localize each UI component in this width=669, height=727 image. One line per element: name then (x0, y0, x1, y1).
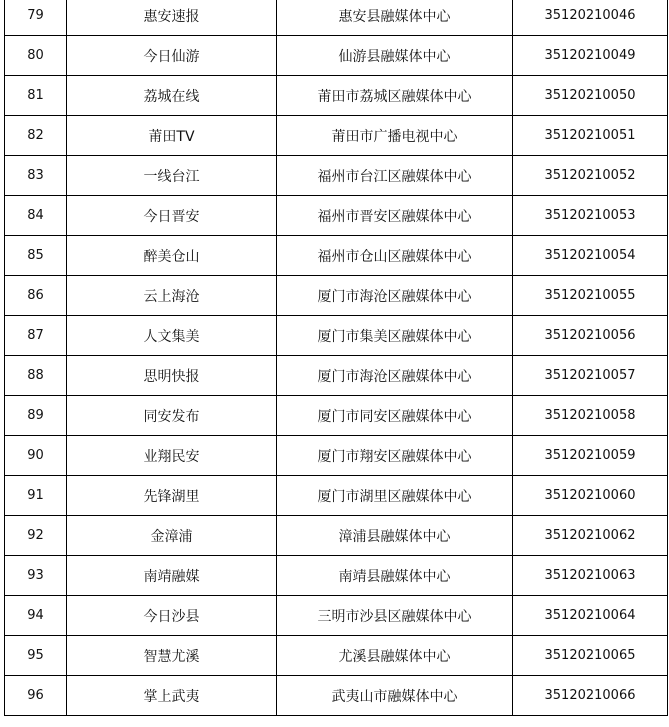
row-index-cell: 91 (5, 476, 67, 516)
organization-cell: 漳浦县融媒体中心 (277, 516, 513, 556)
table-row (5, 236, 668, 276)
organization-cell: 福州市仓山区融媒体中心 (277, 236, 513, 276)
registration-code-cell: 35120210046 (513, 0, 668, 36)
registration-code-cell: 35120210065 (513, 636, 668, 676)
organization-cell: 福州市晋安区融媒体中心 (277, 196, 513, 236)
table-row (5, 276, 668, 316)
registration-code-cell: 35120210057 (513, 356, 668, 396)
organization-cell: 厦门市翔安区融媒体中心 (277, 436, 513, 476)
table-row (5, 396, 668, 436)
table-row (5, 476, 668, 516)
organization-cell: 莆田市荔城区融媒体中心 (277, 76, 513, 116)
registration-code-cell: 35120210049 (513, 36, 668, 76)
registration-code-cell: 35120210050 (513, 76, 668, 116)
row-index-cell: 87 (5, 316, 67, 356)
registration-code-cell: 35120210063 (513, 556, 668, 596)
media-name-cell: 云上海沧 (67, 276, 277, 316)
table-row (5, 196, 668, 236)
table-row (5, 636, 668, 676)
row-index-cell: 94 (5, 596, 67, 636)
table-row (5, 356, 668, 396)
registration-code-cell: 35120210056 (513, 316, 668, 356)
table-row (5, 156, 668, 196)
media-name-cell: 惠安速报 (67, 0, 277, 36)
table-row (5, 676, 668, 716)
row-index-cell: 79 (5, 0, 67, 36)
registration-code-cell: 35120210058 (513, 396, 668, 436)
media-name-cell: 智慧尤溪 (67, 636, 277, 676)
media-name-cell: 金漳浦 (67, 516, 277, 556)
row-index-cell: 86 (5, 276, 67, 316)
registration-code-cell: 35120210051 (513, 116, 668, 156)
row-index-cell: 93 (5, 556, 67, 596)
registration-code-cell: 35120210064 (513, 596, 668, 636)
media-name-cell: 莆田TV (67, 116, 277, 156)
organization-cell: 仙游县融媒体中心 (277, 36, 513, 76)
media-name-cell: 人文集美 (67, 316, 277, 356)
row-index-cell: 80 (5, 36, 67, 76)
organization-cell: 厦门市同安区融媒体中心 (277, 396, 513, 436)
table-row (5, 596, 668, 636)
row-index-cell: 92 (5, 516, 67, 556)
row-index-cell: 83 (5, 156, 67, 196)
organization-cell: 尤溪县融媒体中心 (277, 636, 513, 676)
media-name-cell: 荔城在线 (67, 76, 277, 116)
media-name-cell: 同安发布 (67, 396, 277, 436)
organization-cell: 三明市沙县区融媒体中心 (277, 596, 513, 636)
media-name-cell: 掌上武夷 (67, 676, 277, 716)
media-name-cell: 思明快报 (67, 356, 277, 396)
media-name-cell: 南靖融媒 (67, 556, 277, 596)
table-row (5, 436, 668, 476)
row-index-cell: 96 (5, 676, 67, 716)
media-name-cell: 今日沙县 (67, 596, 277, 636)
table-row (5, 556, 668, 596)
organization-cell: 武夷山市融媒体中心 (277, 676, 513, 716)
row-index-cell: 82 (5, 116, 67, 156)
registration-code-cell: 35120210062 (513, 516, 668, 556)
row-index-cell: 89 (5, 396, 67, 436)
media-registry-table (4, 0, 668, 716)
organization-cell: 福州市台江区融媒体中心 (277, 156, 513, 196)
organization-cell: 厦门市海沧区融媒体中心 (277, 356, 513, 396)
row-index-cell: 88 (5, 356, 67, 396)
table-body (5, 0, 668, 716)
organization-cell: 莆田市广播电视中心 (277, 116, 513, 156)
media-name-cell: 先锋湖里 (67, 476, 277, 516)
row-index-cell: 90 (5, 436, 67, 476)
media-name-cell: 今日仙游 (67, 36, 277, 76)
table-row (5, 316, 668, 356)
organization-cell: 惠安县融媒体中心 (277, 0, 513, 36)
table-row (5, 0, 668, 36)
registration-code-cell: 35120210054 (513, 236, 668, 276)
table-row (5, 516, 668, 556)
registration-code-cell: 35120210055 (513, 276, 668, 316)
media-name-cell: 醉美仓山 (67, 236, 277, 276)
media-name-cell: 业翔民安 (67, 436, 277, 476)
media-name-cell: 一线台江 (67, 156, 277, 196)
row-index-cell: 95 (5, 636, 67, 676)
media-name-cell: 今日晋安 (67, 196, 277, 236)
registration-code-cell: 35120210060 (513, 476, 668, 516)
table-row (5, 76, 668, 116)
organization-cell: 厦门市集美区融媒体中心 (277, 316, 513, 356)
registration-code-cell: 35120210052 (513, 156, 668, 196)
registration-code-cell: 35120210066 (513, 676, 668, 716)
table-row (5, 116, 668, 156)
row-index-cell: 84 (5, 196, 67, 236)
organization-cell: 南靖县融媒体中心 (277, 556, 513, 596)
registration-code-cell: 35120210053 (513, 196, 668, 236)
registration-code-cell: 35120210059 (513, 436, 668, 476)
table-row (5, 36, 668, 76)
organization-cell: 厦门市湖里区融媒体中心 (277, 476, 513, 516)
row-index-cell: 81 (5, 76, 67, 116)
organization-cell: 厦门市海沧区融媒体中心 (277, 276, 513, 316)
row-index-cell: 85 (5, 236, 67, 276)
